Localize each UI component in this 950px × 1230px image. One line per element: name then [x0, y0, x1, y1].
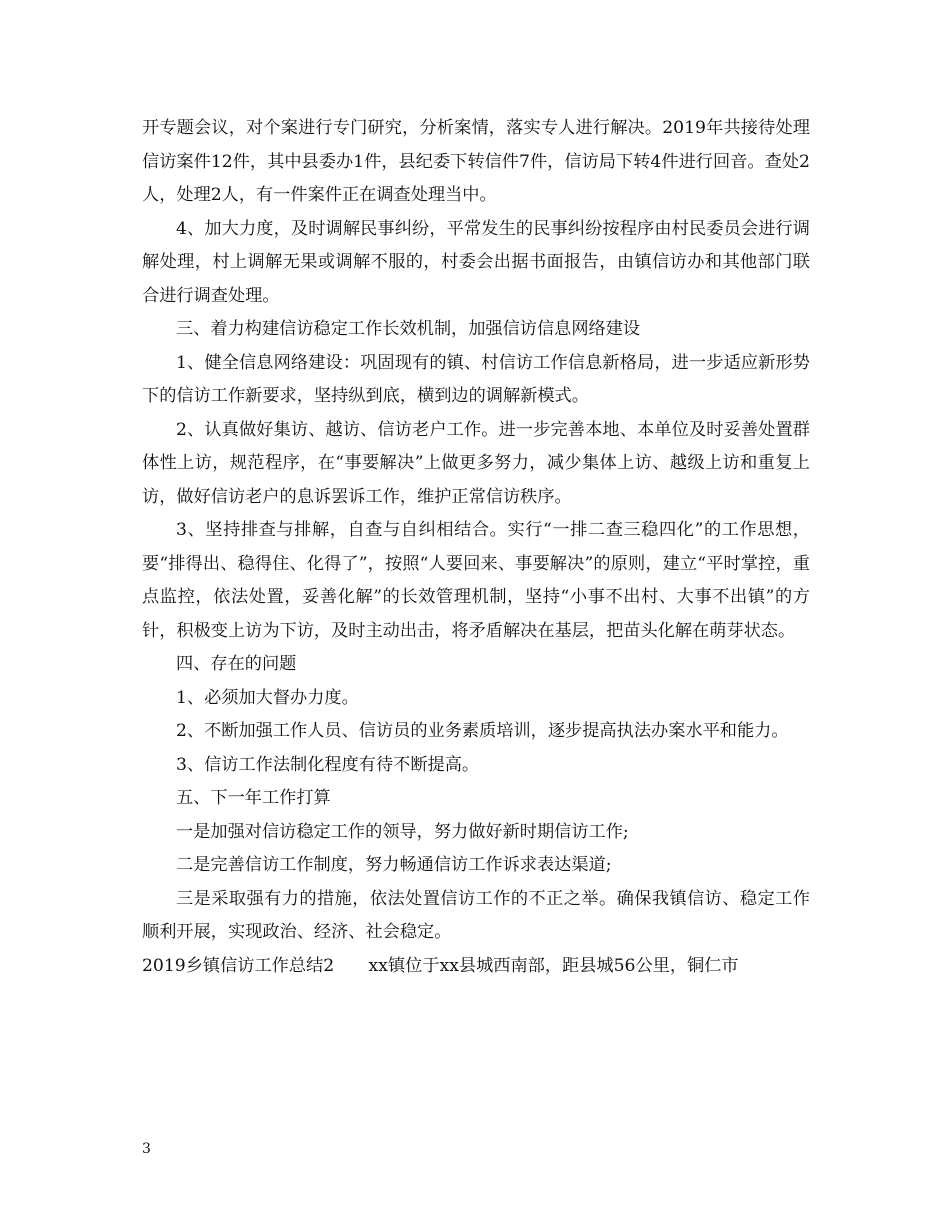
plan-item-1: 一是加强对信访稳定工作的领导，努力做好新时期信访工作; — [176, 821, 629, 842]
section-heading-three: 三、着力构建信访稳定工作长效机制，加强信访信息网络建设 — [176, 319, 641, 339]
section-heading-four: 四、存在的问题 — [176, 654, 297, 674]
problem-item-2: 2、不断加强工作人员、信访员的业务素质培训，逐步提高执法办案水平和能力。 — [176, 721, 789, 741]
paragraph-summary-2-start: 2019乡镇信访工作总结2 xx镇位于xx县城西南部，距县城56公里，铜仁市 — [142, 955, 739, 976]
plan-item-3: 三是采取强有力的措施，依法处置信访工作的不正之举。确保我镇信访、稳定工作顺利开展，实现政治、经济、社会稳定。 — [142, 888, 810, 942]
problem-item-3: 3、信访工作法制化程度有待不断提高。 — [176, 754, 480, 775]
plan-item-2: 二是完善信访工作制度，努力畅通信访工作诉求表达渠道; — [176, 855, 612, 875]
paragraph-group-petitions: 2、认真做好集访、越访、信访老户工作。进一步完善本地、本单位及时妥善处置群体性上访，规范程序，在“事要解决”上做更多努力，减少集体上访、越级上访和重复上访，做好信访老户的息诉罢诉工作，维护正常信访秩序。 — [142, 419, 810, 507]
page-number: 3 — [142, 1141, 151, 1157]
problem-item-1: 1、必须加大督办力度。 — [176, 687, 359, 708]
paragraph-case-handling: 开专题会议，对个案进行专门研究，分析案情，落实专人进行解决。2019年共接待处理信访案件12件，其中县委办1件，县纪委下转信件7件，信访局下转4件进行回音。查处2人，处理2人，有一件案件正在调查处理当中。 — [142, 118, 810, 205]
paragraph-civil-disputes: 4、加大力度，及时调解民事纠纷，平常发生的民事纠纷按程序由村民委员会进行调解处理，村上调解无果或调解不服的，村委会出据书面报告，由镇信访办和其他部门联合进行调查处理。 — [142, 218, 810, 306]
document-body — [142, 112, 810, 983]
section-heading-five: 五、下一年工作打算 — [176, 788, 331, 808]
paragraph-investigation: 3、坚持排查与排解，自查与自纠相结合。实行“一排二查三稳四化”的工作思想，要“排得出、稳得住、化得了”，按照“人要回来、事要解决”的原则，建立“平时掌控，重点监控，依法处置，妥善化解”的长效管理机制，坚持“小事不出村、大事不出镇”的方针，积极变上访为下访，及时主动出击，将矛盾解决在基层，把苗头化解在萌芽状态。 — [142, 520, 810, 641]
paragraph-network-building: 1、健全信息网络建设：巩固现有的镇、村信访工作信息新格局，进一步适应新形势下的信访工作新要求，坚持纵到底，横到边的调解新模式。 — [142, 352, 810, 406]
